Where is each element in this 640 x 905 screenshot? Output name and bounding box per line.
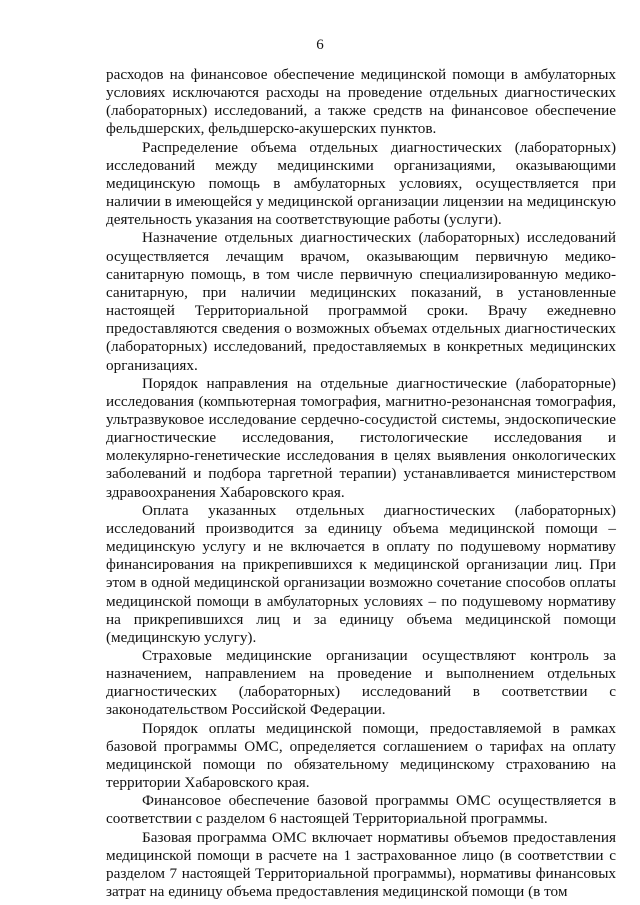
page-number: 6 (316, 37, 324, 53)
paragraph-financing: Финансовое обеспечение базовой программы ОМС осуществляется в соответствии с разделом 6 настоящей Территориальной программы. (106, 792, 616, 828)
paragraph-insurance-control: Страховые медицинские организации осуществляют контроль за назначением, направлением на проведение и выполнением отдельных диагностических (лабораторных) исследований в соответствии с законодательством Российской Федерации. (106, 647, 616, 719)
paragraph-base-program: Базовая программа ОМС включает нормативы объемов предоставления медицинской помощи в расчете на 1 застрахованное лицо (в соответствии с разделом 7 настоящей Территориальной программы), нормативы финансовых затрат на единицу объема предоставления медицинской помощи (в том (106, 828, 616, 901)
paragraph-payment: Оплата указанных отдельных диагностических (лабораторных) исследований производится за единицу объема медицинской помощи – медицинскую услугу и не включается в оплату по подушевому нормативу финансирования на прикрепившихся к медицинской организации лиц. При этом в одной медицинской организации возможно сочетание способов оплаты медицинской помощи в амбулаторных условиях – по подушевому нормативу на прикрепившихся лиц и за единицу объема медицинской помощи (медицинскую услугу). (106, 501, 616, 646)
paragraph-distribution: Распределение объема отдельных диагностических (лабораторных) исследований между медицинскими организациями, оказывающими медицинскую помощь в амбулаторных условиях, осуществляется при наличии в имеющейся у медицинской организации лицензии на медицинскую деятельность указания на соответствующие работы (услуги). (106, 138, 616, 229)
paragraph-prescription: Назначение отдельных диагностических (лабораторных) исследований осуществляется лечащим врачом, оказывающим первичную медико-санитарную помощь, в том числе первичную специализированную медико-санитарную, при наличии медицинских показаний, в установленные настоящей Территориальной программой сроки. Врачу ежедневно предоставляются сведения о возможных объемах отдельных диагностических (лабораторных) исследований, предоставляемых в конкретных медицинских организациях. (106, 229, 616, 374)
paragraph-continued: расходов на финансовое обеспечение медицинской помощи в амбулаторных условиях исключаются расходы на проведение отдельных диагностических (лабораторных) исследований, а также средств на финансовое обеспечение фельдшерских, фельдшерско-акушерских пунктов. (106, 66, 616, 138)
document-body (106, 66, 616, 901)
paragraph-payment-procedure: Порядок оплаты медицинской помощи, предоставляемой в рамках базовой программы ОМС, определяется соглашением о тарифах на оплату медицинской помощи по обязательному медицинскому страхованию на территории Хабаровского края. (106, 719, 616, 792)
paragraph-referral-procedure: Порядок направления на отдельные диагностические (лабораторные) исследования (компьютерная томография, магнитно-резонансная томография, ультразвуковое исследование сердечно-сосудистой системы, эндоскопические диагностические исследования, гистологические исследования и молекулярно-генетические исследования в целях выявления онкологических заболеваний и подбора таргетной терапии) устанавливается министерством здравоохранения Хабаровского края. (106, 374, 616, 501)
